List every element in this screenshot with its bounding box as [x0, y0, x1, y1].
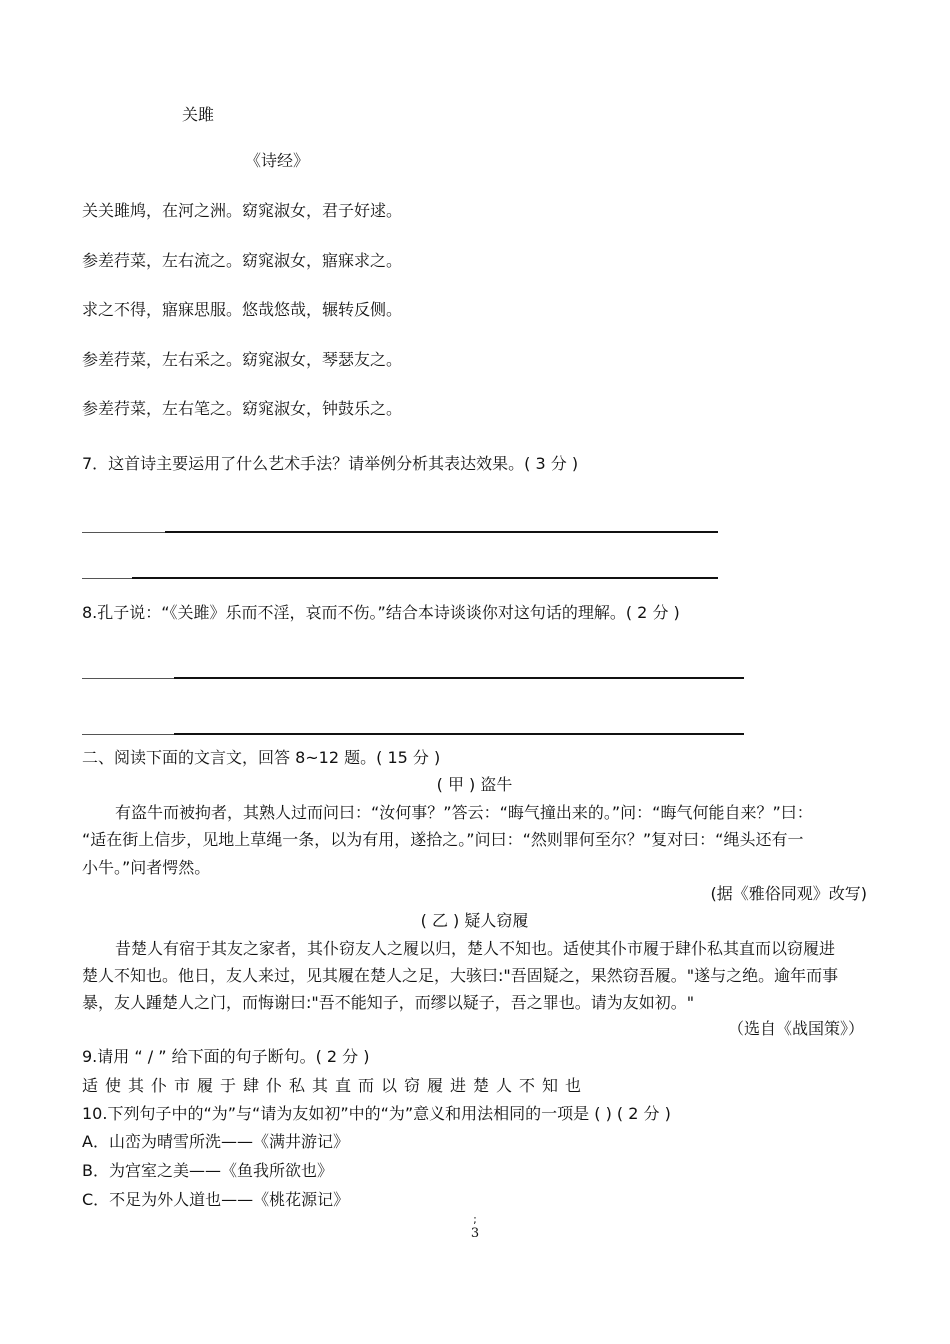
- option-c: C．不足为外人道也——《桃花源记》: [82, 1190, 350, 1209]
- passage-jia-line: 小牛。”问者愕然。: [82, 858, 211, 877]
- passage-yi-title: ( 乙 ) 疑人窃履: [420, 911, 529, 930]
- poem-line: 参差荇菜，左右采之。窈窕淑女，琴瑟友之。: [82, 350, 403, 369]
- passage-jia-title: ( 甲 ) 盗牛: [436, 775, 513, 794]
- question-7: 7．这首诗主要运用了什么艺术手法？请举例分析其表达效果。( 3 分 ): [82, 454, 579, 473]
- passage-yi-line: 楚人不知也。他日，友人来过，见其履在楚人之足，大骇曰:"吾固疑之，果然窃吾履。"遂与之绝。逾年而事: [82, 966, 839, 985]
- answer-line: [165, 531, 718, 533]
- answer-line: [82, 678, 174, 679]
- passage-yi-line: 昔楚人有宿于其友之家者，其仆窃友人之履以归，楚人不知也。适使其仆市履于肆仆私其直而以窃履进: [115, 939, 836, 958]
- passage-jia-line: “适在街上信步，见地上草绳一条，以为有用，遂拾之。”问曰：“然则罪何至尔？”复对曰：“绳头还有一: [82, 830, 804, 849]
- answer-line: [174, 677, 744, 679]
- footer-mark: ;: [473, 1213, 477, 1226]
- poem-title: 关雎: [182, 105, 215, 124]
- question-8: 8.孔子说：“《关雎》乐而不淫，哀而不伤。”结合本诗谈谈你对这句话的理解。( 2 分 ): [82, 603, 680, 622]
- answer-line: [174, 733, 744, 735]
- question-9-sentence: 适使其仆市履于肆仆私其直而以窃履进楚人不知也: [82, 1076, 589, 1095]
- answer-line: [132, 577, 718, 579]
- passage-jia-source: (据《雅俗同观》改写): [710, 884, 867, 903]
- poem-line: 关关雎鸠，在河之洲。窈窕淑女，君子好逑。: [82, 201, 403, 220]
- passage-yi-source: （选自《战国策》）: [727, 1019, 864, 1038]
- page-number: 3: [470, 1226, 480, 1241]
- option-a: A．山峦为晴雪所洗——《满井游记》: [82, 1132, 349, 1151]
- poem-line: 求之不得，寤寐思服。悠哉悠哉，辗转反侧。: [82, 300, 403, 319]
- passage-jia-line: 有盗牛而被拘者，其熟人过而问曰：“汝何事？”答云：“晦气撞出来的。”问：“晦气何能自来？”曰：: [115, 803, 813, 822]
- section-heading: 二、阅读下面的文言文，回答 8~12 题。( 15 分 ): [82, 748, 441, 767]
- poem-source: 《诗经》: [245, 151, 310, 170]
- question-10: 10.下列句子中的“为”与“请为友如初”中的“为”意义和用法相同的一项是 ( ) ( 2 分 ): [82, 1104, 671, 1123]
- question-9: 9.请用 “ / ” 给下面的句子断句。( 2 分 ): [82, 1047, 370, 1066]
- answer-line: [82, 578, 132, 579]
- answer-line: [82, 734, 174, 735]
- passage-yi-line: 暴，友人踵楚人之门，而悔谢曰:"吾不能知子，而缪以疑子，吾之罪也。请为友如初。": [82, 993, 695, 1012]
- poem-line: 参差荇菜，左右流之。窈窕淑女，寤寐求之。: [82, 251, 403, 270]
- option-b: B．为宫室之美——《鱼我所欲也》: [82, 1161, 333, 1180]
- answer-line: [82, 532, 165, 533]
- poem-line: 参差荇菜，左右笔之。窈窕淑女，钟鼓乐之。: [82, 399, 403, 418]
